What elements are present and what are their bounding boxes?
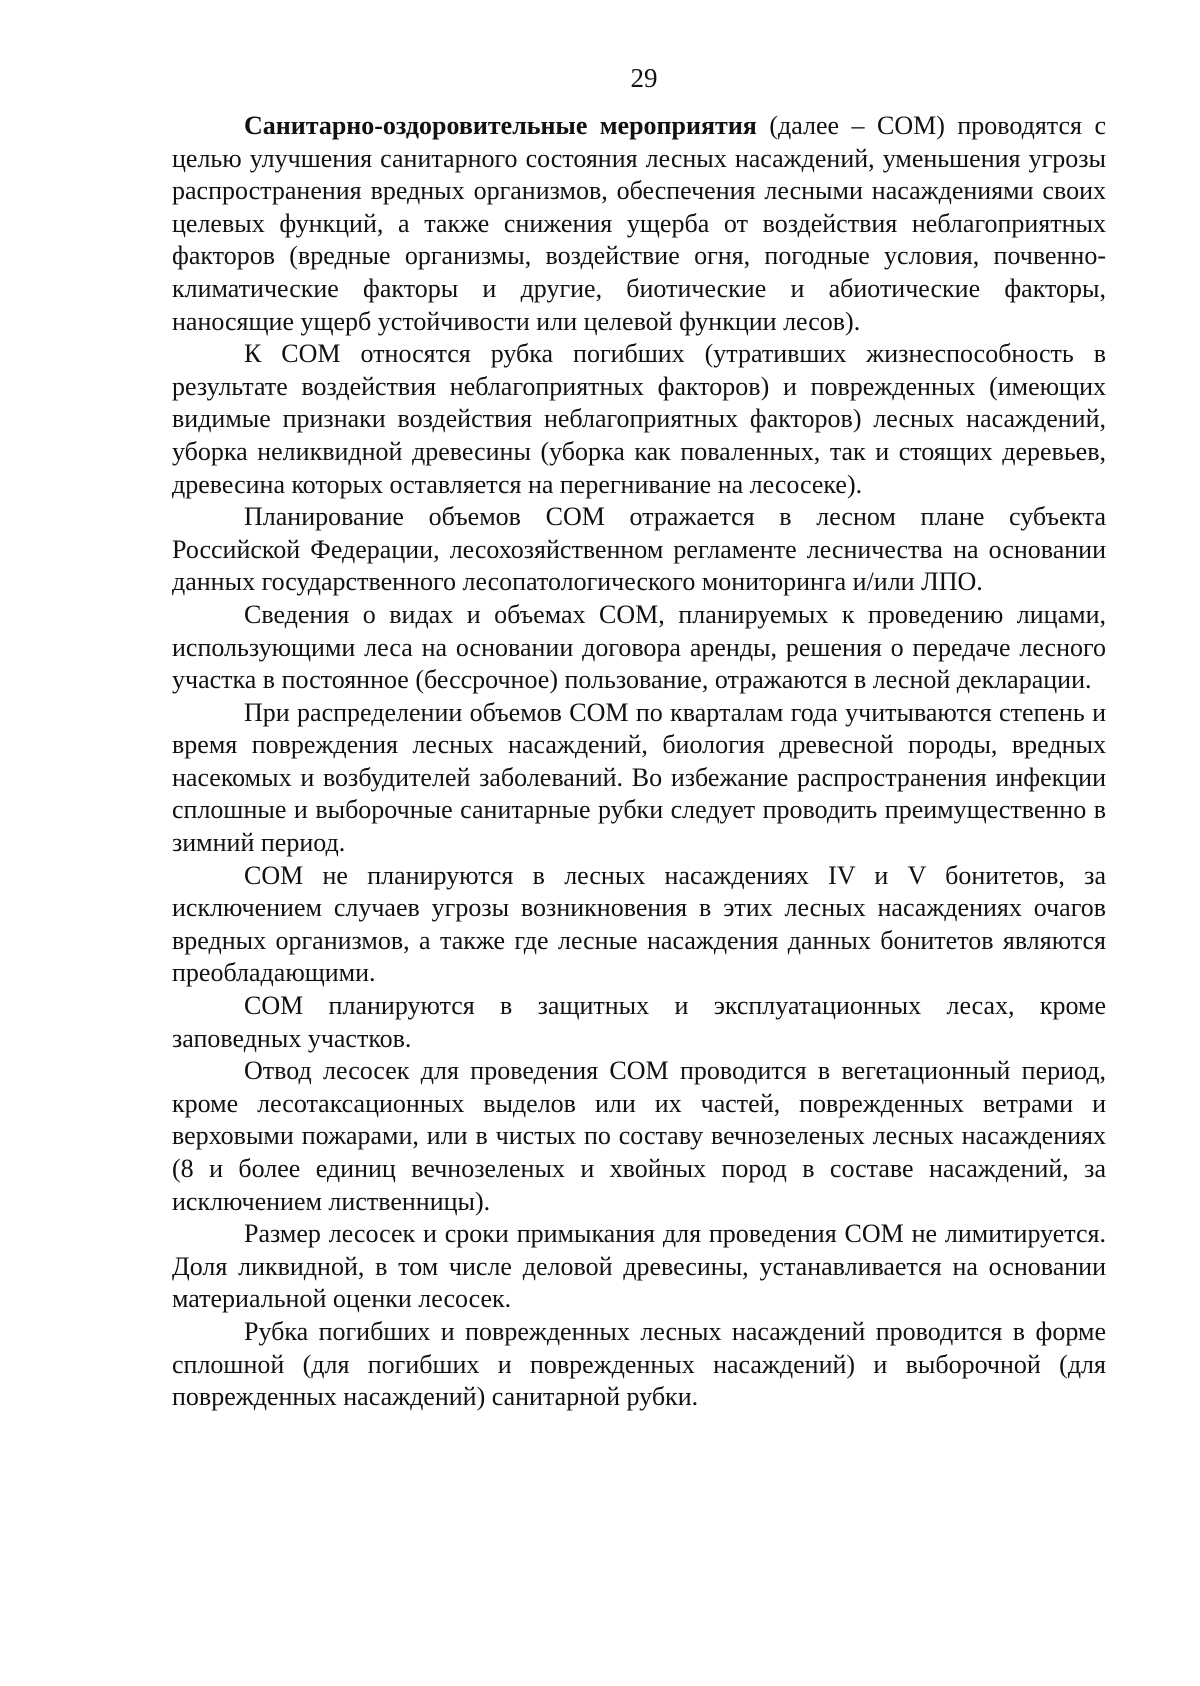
page-number: 29 bbox=[630, 63, 658, 93]
paragraph-som-planning: Планирование объемов СОМ отражается в лесном плане субъекта Российской Федерации, лесохозяйственном регламенте лесничества на основании данных государственного лесопатологического мониторинга и/или ЛПО. bbox=[172, 502, 1106, 597]
paragraph-som-forests: СОМ планируются в защитных и эксплуатационных лесах, кроме заповедных участков. bbox=[172, 991, 1106, 1053]
paragraph-som-distribution: При распределении объемов СОМ по кварталам года учитываются степень и время повреждения лесных насаждений, биология древесной породы, вредных насекомых и возбудителей заболеваний. Во избежание распространения инфекции сплошные и выборочные санитарные рубки следует проводить преимущественно в зимний период. bbox=[172, 697, 1106, 858]
paragraph-text: (далее – СОМ) проводятся с целью улучшения санитарного состояния лесных насаждений, уменьшения угрозы распространения вредных организмов, обеспечения лесными насаждениями своих целевых функций, а также снижения ущерба от воздействия неблагоприятных факторов (вредные организмы, воздействие огня, погодные условия, почвенно-климатические факторы и другие, биотические и абиотические факторы, наносящие ущерб устойчивости или целевой функции лесов). bbox=[172, 111, 1107, 336]
paragraph-som-felling: Рубка погибших и поврежденных лесных насаждений проводится в форме сплошной (для погибших и поврежденных насаждений) и выборочной (для поврежденных насаждений) санитарной рубки. bbox=[172, 1316, 1106, 1412]
paragraph-som-definition bbox=[172, 110, 1106, 338]
bold-term-measures: мероприятия bbox=[599, 111, 757, 140]
paragraph-som-allotment: Отвод лесосек для проведения СОМ проводится в вегетационный период, кроме лесотаксационных выделов или их частей, поврежденных ветрами и верховыми пожарами, или в чистых по составу вечнозеленых лесных насаждениях (8 и более единиц вечнозеленых и хвойных пород в составе насаждений, за исключением лиственницы). bbox=[172, 1056, 1106, 1216]
paragraph-som-declaration: Сведения о видах и объемах СОМ, планируемых к проведению лицами, использующими леса на основании договора аренды, решения о передаче лесного участка в постоянное (бессрочное) пользование, отражаются в лесной декларации. bbox=[172, 599, 1106, 695]
bold-term-sanitary: Санитарно-оздоровительные bbox=[244, 111, 588, 140]
paragraph-som-bonitet: СОМ не планируются в лесных насаждениях IV и V бонитетов, за исключением случаев угрозы возникновения в этих лесных насаждениях очагов вредных организмов, а также где лесные насаждения данных бонитетов являются преобладающими. bbox=[172, 860, 1106, 988]
paragraph-som-size: Размер лесосек и сроки примыкания для проведения СОМ не лимитируется. Доля ликвидной, в том числе деловой древесины, устанавливается на основании материальной оценки лесосек. bbox=[172, 1219, 1106, 1314]
paragraph-som-includes: К СОМ относятся рубка погибших (утративших жизнеспособность в результате воздействия неблагоприятных факторов) и поврежденных (имеющих видимые признаки воздействия неблагоприятных факторов) лесных насаждений, уборка неликвидной древесины (уборка как поваленных, так и стоящих деревьев, древесина которых оставляется на перегнивание на лесосеке). bbox=[172, 339, 1106, 499]
